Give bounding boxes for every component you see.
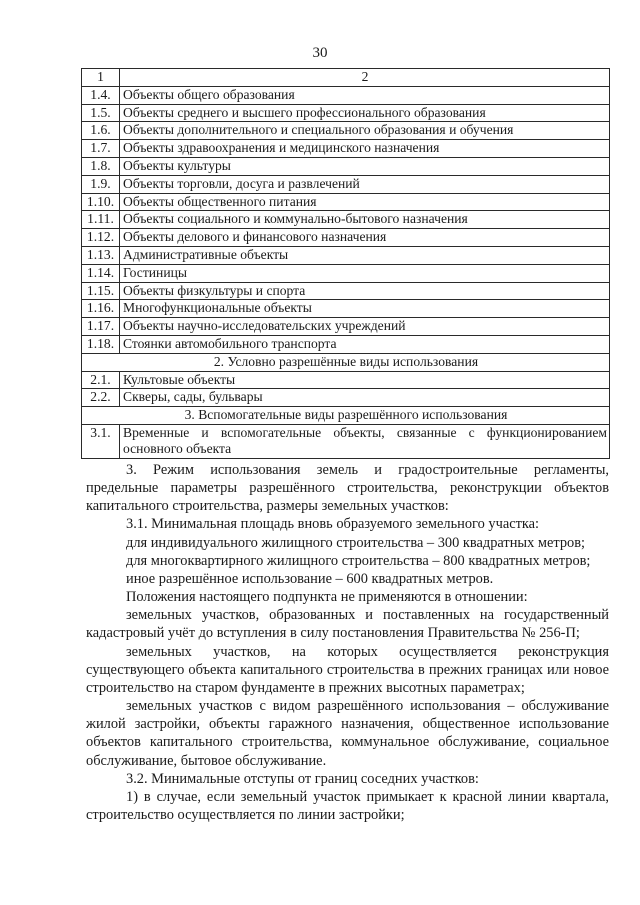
- row-object-type: Временные и вспомогательные объекты, связанные с функционированием основного объекта: [120, 424, 610, 458]
- table-row: [82, 157, 610, 175]
- row-number: 1.15.: [82, 282, 120, 300]
- paragraph-individual-housing: для индивидуального жилищного строительства – 300 квадратных метров;: [126, 534, 586, 551]
- table-row: [82, 246, 610, 264]
- paragraph-other-use: иное разрешённое использование – 600 квадратных метров.: [126, 570, 494, 587]
- row-object-type: Объекты делового и финансового назначения: [120, 229, 610, 247]
- paragraph-min-area: 3.1. Минимальная площадь вновь образуемого земельного участка:: [126, 516, 540, 533]
- row-object-type: Объекты общего образования: [120, 86, 610, 104]
- table-row: [82, 122, 610, 140]
- row-object-type: Объекты культуры: [120, 157, 610, 175]
- paragraph-exception-use-types: земельных участков с видом разрешённого использования – обслуживание жилой застройки, объекты гаражного назначения, общественное использование объектов капитального строительства, коммунальное обслуживание, социальное обслуживание, бытовое обслуживание.: [86, 698, 609, 769]
- row-number: 1.7.: [82, 140, 120, 158]
- table-row: [82, 389, 610, 407]
- section-3-title: 3. Вспомогательные виды разрешённого использования: [82, 407, 610, 425]
- land-use-table: [81, 68, 610, 459]
- row-number: 1.18.: [82, 335, 120, 353]
- table-row: [82, 104, 610, 122]
- row-number: 1.17.: [82, 318, 120, 336]
- paragraph-apartment-housing: для многоквартирного жилищного строительства – 800 квадратных метров;: [126, 552, 591, 569]
- table-row: [82, 300, 610, 318]
- section-3-title-row: [82, 407, 610, 425]
- row-object-type: Стоянки автомобильного транспорта: [120, 335, 610, 353]
- row-number: 1.12.: [82, 229, 120, 247]
- row-number: 1.6.: [82, 122, 120, 140]
- table-row: [82, 211, 610, 229]
- row-number: 1.11.: [82, 211, 120, 229]
- page-number: 30: [312, 45, 328, 61]
- row-number: 3.1.: [82, 424, 120, 458]
- table-row: [82, 193, 610, 211]
- row-number: 1.16.: [82, 300, 120, 318]
- row-object-type: Гостиницы: [120, 264, 610, 282]
- row-number: 1.13.: [82, 246, 120, 264]
- row-object-type: Культовые объекты: [120, 371, 610, 389]
- paragraph-exceptions-intro: Положения настоящего подпункта не применяются в отношении:: [126, 589, 528, 606]
- row-object-type: Скверы, сады, бульвары: [120, 389, 610, 407]
- table-row: [82, 335, 610, 353]
- table-row: [82, 175, 610, 193]
- table-row: [82, 282, 610, 300]
- paragraph-red-line: 1) в случае, если земельный участок примыкает к красной линии квартала, строительство осуществляется по линии застройки;: [86, 788, 609, 823]
- row-object-type: Объекты дополнительного и специального образования и обучения: [120, 122, 610, 140]
- table-row: [82, 424, 610, 458]
- row-object-type: Объекты среднего и высшего профессионального образования: [120, 104, 610, 122]
- header-col-2: 2: [120, 69, 610, 87]
- body-text: [86, 461, 609, 824]
- table-header-row: [82, 69, 610, 87]
- row-object-type: Объекты научно-исследовательских учреждений: [120, 318, 610, 336]
- section-2-title-row: [82, 353, 610, 371]
- row-number: 1.14.: [82, 264, 120, 282]
- row-object-type: Объекты здравоохранения и медицинского назначения: [120, 140, 610, 158]
- row-object-type: Объекты торговли, досуга и развлечений: [120, 175, 610, 193]
- table-row: [82, 264, 610, 282]
- header-col-1: 1: [82, 69, 120, 87]
- table-row: [82, 140, 610, 158]
- row-number: 1.5.: [82, 104, 120, 122]
- row-number: 1.10.: [82, 193, 120, 211]
- table-row: [82, 229, 610, 247]
- row-number: 1.8.: [82, 157, 120, 175]
- table-row: [82, 86, 610, 104]
- row-object-type: Объекты социального и коммунально-бытового назначения: [120, 211, 610, 229]
- row-object-type: Многофункциональные объекты: [120, 300, 610, 318]
- table-row: [82, 371, 610, 389]
- paragraph-regime: 3. Режим использования земель и градостроительные регламенты, предельные параметры разрешённого строительства, реконструкции объектов капитального строительства, размеры земельных участков:: [86, 462, 609, 515]
- row-object-type: Объекты общественного питания: [120, 193, 610, 211]
- row-number: 2.2.: [82, 389, 120, 407]
- row-object-type: Административные объекты: [120, 246, 610, 264]
- row-number: 1.9.: [82, 175, 120, 193]
- paragraph-min-setbacks: 3.2. Минимальные отступы от границ соседних участков:: [126, 770, 479, 787]
- table-row: [82, 318, 610, 336]
- row-object-type: Объекты физкультуры и спорта: [120, 282, 610, 300]
- paragraph-exception-reconstruction: земельных участков, на которых осуществляется реконструкция существующего объекта капитального строительства в прежних границах или новое строительство на старом фундаменте в прежних высотных параметрах;: [86, 643, 609, 696]
- section-2-title: 2. Условно разрешённые виды использования: [82, 353, 610, 371]
- row-number: 1.4.: [82, 86, 120, 104]
- row-number: 2.1.: [82, 371, 120, 389]
- paragraph-exception-registered: земельных участков, образованных и поставленных на государственный кадастровый учёт до вступления в силу постановления Правительства № 256-П;: [86, 607, 609, 642]
